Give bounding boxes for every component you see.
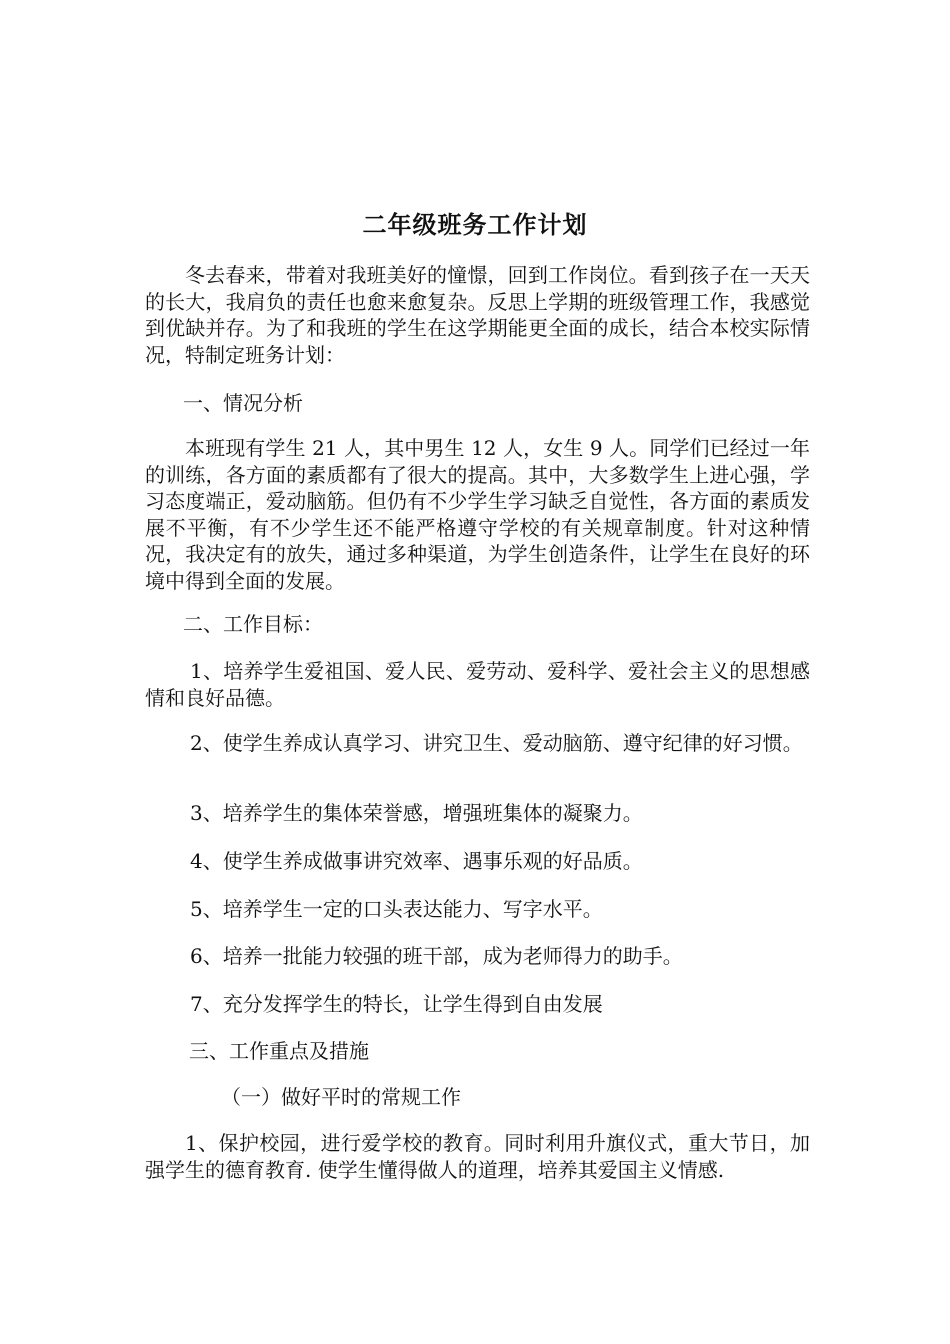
- goal-item: 3、培养学生的集体荣誉感，增强班集体的凝聚力。: [190, 801, 643, 825]
- goal-item: 1、培养学生爱祖国、爱人民、爱劳动、爱科学、爱社会主义的思想感情和良好品德。: [145, 659, 810, 710]
- document-title: 二年级班务工作计划: [362, 211, 588, 239]
- goal-item: 4、使学生养成做事讲究效率、遇事乐观的好品质。: [190, 849, 643, 873]
- goal-item: 2、使学生养成认真学习、讲究卫生、爱动脑筋、遵守纪律的好习惯。: [190, 731, 803, 755]
- subsection-heading-routine: （一）做好平时的常规工作: [221, 1085, 461, 1109]
- section-heading-measures: 三、工作重点及措施: [189, 1039, 369, 1063]
- goal-item: 5、培养学生一定的口头表达能力、写字水平。: [190, 897, 603, 921]
- measure-paragraph: 1、保护校园，进行爱学校的教育。同时利用升旗仪式，重大节日，加强学生的德育教育. 使学生懂得做人的道理，培养其爱国主义情感.: [145, 1131, 810, 1182]
- goal-item: 7、充分发挥学生的特长，让学生得到自由发展: [190, 992, 603, 1016]
- situation-paragraph: 本班现有学生 21 人，其中男生 12 人，女生 9 人。同学们已经过一年的训练，各方面的素质都有了很大的提高。其中，大多数学生上进心强，学习态度端正，爱动脑筋。但仍有不少学生学习缺乏自觉性，各方面的素质发展不平衡，有不少学生还不能严格遵守学校的有关规章制度。针对这种情况，我决定有的放失，通过多种渠道，为学生创造条件，让学生在良好的环境中得到全面的发展。: [145, 436, 810, 593]
- section-heading-situation: 一、情况分析: [183, 391, 303, 415]
- intro-paragraph: 冬去春来，带着对我班美好的憧憬，回到工作岗位。看到孩子在一天天的长大，我肩负的责任也愈来愈复杂。反思上学期的班级管理工作，我感觉到优缺并存。为了和我班的学生在这学期能更全面的成长，结合本校实际情况，特制定班务计划：: [145, 263, 810, 367]
- goal-item: 6、培养一批能力较强的班干部，成为老师得力的助手。: [190, 944, 683, 968]
- section-heading-goals: 二、工作目标：: [183, 612, 323, 636]
